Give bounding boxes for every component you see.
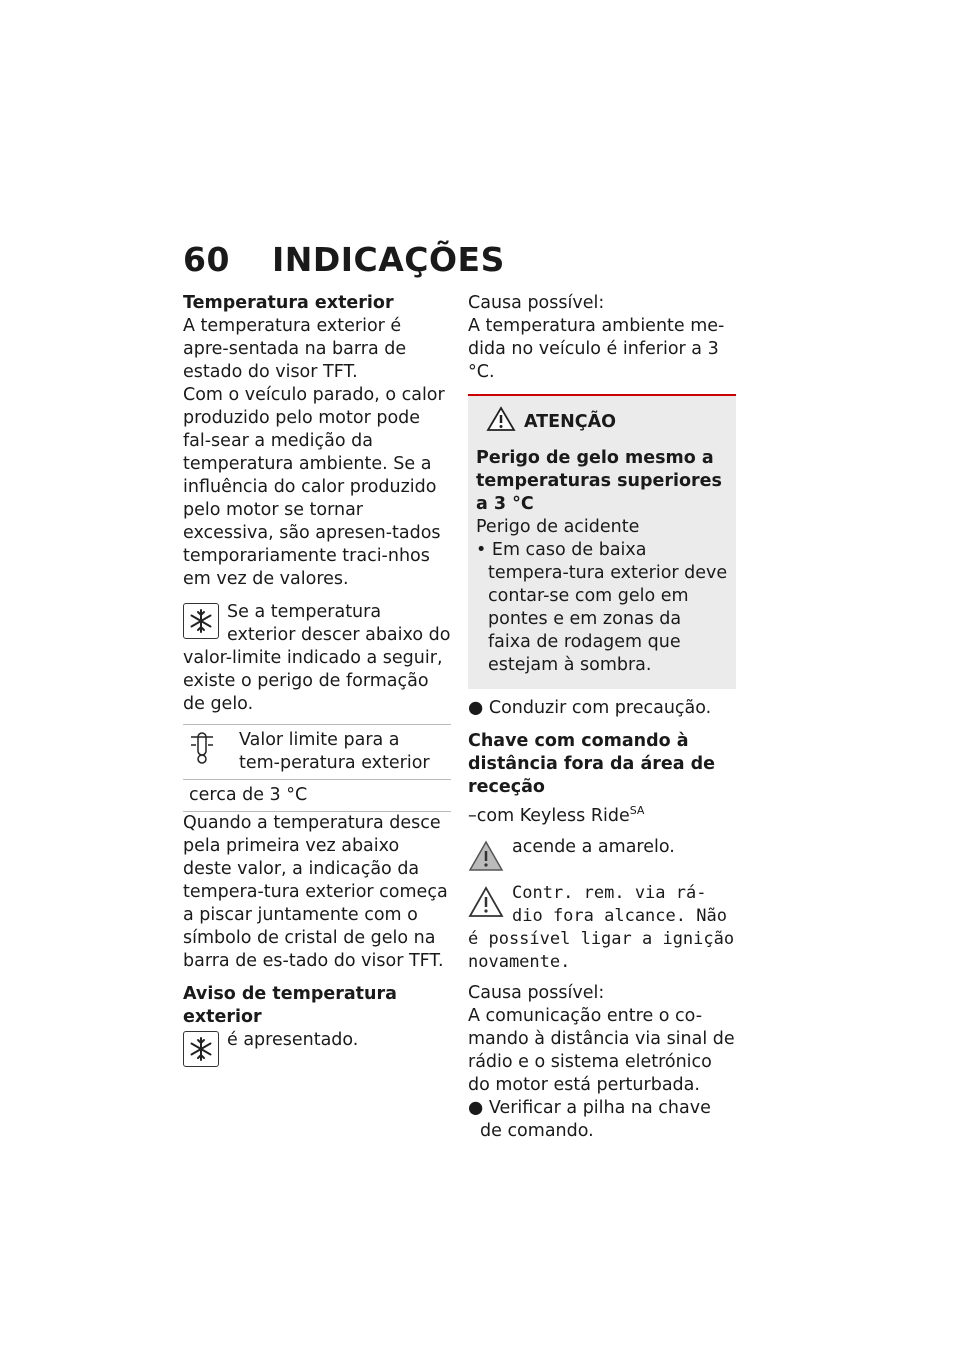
- right-column: [468, 292, 736, 1143]
- display-message: Contr. rem. via rá-dio fora alcance. Não é possível ligar a ignição novamente.: [468, 882, 735, 972]
- thermometer-icon: [189, 750, 215, 770]
- paragraph-shown: é apresentado.: [227, 1030, 359, 1050]
- page-header: [183, 240, 505, 279]
- limit-label: Valor limite para a tem-peratura exterior: [233, 725, 451, 780]
- cause-text: A temperatura ambiente me-dida no veículo é inferior a 3 °C.: [468, 316, 725, 382]
- warning-label: ATENÇÃO: [524, 412, 616, 432]
- limit-value: cerca de 3 °C: [183, 780, 451, 812]
- warning-box: [468, 394, 736, 689]
- warning-triangle-icon: [486, 406, 516, 439]
- general-warning-icon: [468, 884, 504, 920]
- cause-label-2: Causa possível:: [468, 982, 605, 1003]
- paragraph-engine-heat: Com o veículo parado, o calor produzido pelo motor pode fal-sear a medição da temperatura ambiente. Se a influência do calor produzido pelo motor se tornar excessiva, são apresen-tados temporariamente traci-nhos em vez de valores.: [183, 385, 445, 589]
- page-number: 60: [183, 240, 230, 279]
- general-warning-icon: [468, 838, 504, 874]
- amber-text: acende a amarelo.: [512, 836, 675, 857]
- warning-sub: Perigo de acidente: [476, 517, 640, 537]
- ice-crystal-icon: [183, 1031, 219, 1067]
- cause-text-2: A comunicação entre o co-mando à distância via sinal de rádio e o sistema eletrónico do motor está perturbada.: [468, 1005, 735, 1095]
- warning-bullet: • Em caso de baixa tempera-tura exterior deve contar-se com gelo em pontes e em zonas da faixa de rodagem que estejam à sombra.: [476, 540, 728, 675]
- paragraph-first-drop: Quando a temperatura desce pela primeira vez abaixo deste valor, a indicação da tempera-tura exterior começa a piscar juntamente com o símbolo de cristal de gelo na barra de es-tado do visor TFT.: [183, 813, 448, 971]
- ice-crystal-icon: [183, 603, 219, 639]
- heading-outside-temperature: Temperatura exterior: [183, 293, 394, 313]
- left-column: [183, 292, 451, 1069]
- cause-label: Causa possível:: [468, 293, 605, 313]
- heading-temp-warning: Aviso de temperatura exterior: [183, 984, 397, 1027]
- limit-value-table: [183, 724, 451, 812]
- bullet-check-battery: ● Verificar a pilha na chave de comando.: [468, 1097, 711, 1141]
- keyless-ride-note: –com Keyless Ride$^{SA}$: [468, 804, 645, 826]
- page-title: INDICAÇÕES: [271, 240, 505, 279]
- bullet-drive-carefully: ● Conduzir com precaução.: [468, 698, 712, 718]
- paragraph-ice-risk: Se a temperatura exterior descer abaixo do valor-limite indicado a seguir, existe o perigo de formação de gelo.: [183, 602, 451, 714]
- warning-heading: Perigo de gelo mesmo a temperaturas superiores a 3 °C: [476, 448, 722, 514]
- paragraph-temp-display: A temperatura exterior é apre-sentada na barra de estado do visor TFT.: [183, 316, 407, 382]
- heading-key-out-of-range: Chave com comando à distância fora da área de receção: [468, 731, 716, 797]
